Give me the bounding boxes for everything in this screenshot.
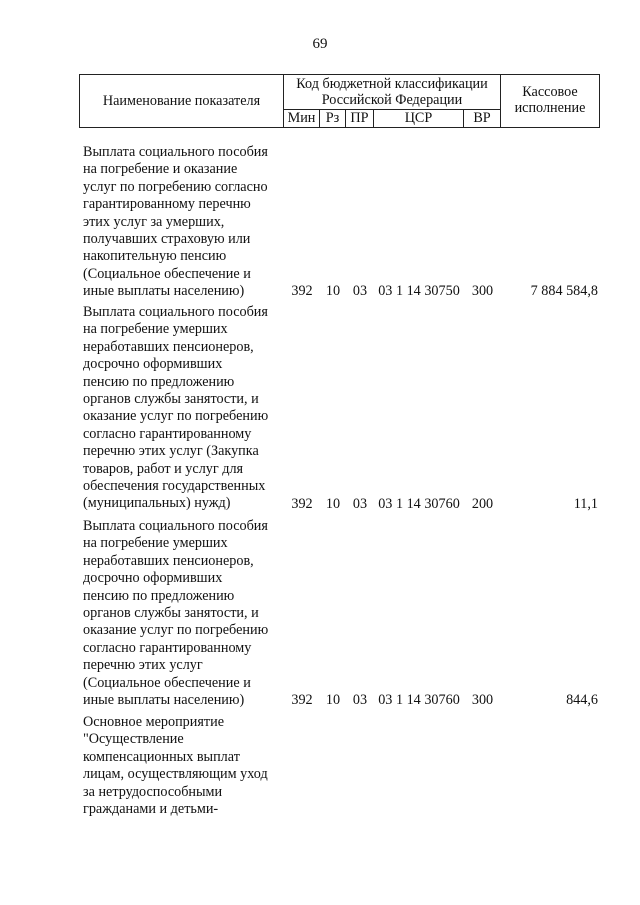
- row-name: [83, 714, 283, 818]
- row-name-line: органов службы занятости, и: [83, 605, 259, 622]
- row-name-line: оказание услуг по погребению: [83, 622, 269, 639]
- row-name-line: за нетрудоспособными: [83, 783, 223, 800]
- row-name-line: этих услуг за умерших,: [83, 213, 225, 230]
- header-code-line-1: Код бюджетной классификации: [296, 76, 488, 92]
- cell-csr: 03 1 14 30760: [378, 692, 460, 708]
- row-name-line: (Социальное обеспечение и: [83, 265, 251, 282]
- row-name: [83, 144, 283, 301]
- cell-amount: 11,1: [573, 496, 598, 512]
- header-min: Мин: [284, 110, 320, 127]
- row-name-line: (муниципальных) нужд): [83, 495, 231, 512]
- cell-min: 392: [291, 496, 313, 512]
- row-name-line: лицам, осуществляющим уход: [83, 766, 268, 783]
- header-code-group: [284, 75, 501, 110]
- cell-rz: 10: [325, 283, 341, 299]
- header-name: Наименование показателя: [80, 75, 284, 127]
- cell-rz: 10: [325, 496, 341, 512]
- header-rz: Рз: [320, 110, 346, 127]
- row-name-line: на погребение и оказание: [83, 161, 238, 178]
- table-header: [79, 74, 600, 128]
- row-name-line: пенсию по предложению: [83, 373, 235, 390]
- header-execution-line-2: исполнение: [514, 100, 586, 116]
- row-name-line: досрочно оформивших: [83, 356, 223, 373]
- row-name-line: неработавших пенсионеров,: [83, 338, 254, 355]
- cell-min: 392: [291, 692, 313, 708]
- row-name-line: Выплата социального пособия: [83, 144, 268, 160]
- cell-amount: 7 884 584,8: [530, 283, 598, 299]
- row-name: [83, 518, 283, 709]
- cell-amount: 844,6: [566, 692, 598, 708]
- header-pr: ПР: [346, 110, 374, 127]
- header-execution-line-1: Кассовое: [522, 84, 578, 100]
- cell-pr: 03: [352, 283, 368, 299]
- header-csr: ЦСР: [374, 110, 464, 127]
- header-execution: [501, 75, 599, 127]
- row-name-line: на погребение умерших: [83, 535, 228, 552]
- cell-pr: 03: [352, 692, 368, 708]
- row-name-line: пенсию по предложению: [83, 587, 235, 604]
- row-name-line: перечню этих услуг: [83, 657, 203, 674]
- row-name-line: согласно гарантированному: [83, 639, 252, 656]
- row-name-line: накопительную пенсию: [83, 248, 227, 265]
- cell-min: 392: [291, 283, 313, 299]
- row-name-line: на погребение умерших: [83, 321, 228, 338]
- row-name-line: органов службы занятости, и: [83, 391, 259, 408]
- row-name-line: обеспечения государственных: [83, 478, 266, 495]
- row-name-line: гарантированному перечню: [83, 196, 251, 213]
- row-name-line: компенсационных выплат: [83, 748, 240, 765]
- row-name-line: Основное мероприятие: [83, 714, 224, 730]
- header-vr: ВР: [464, 110, 501, 127]
- cell-vr: 300: [471, 692, 494, 708]
- row-name-line: оказание услуг по погребению: [83, 408, 269, 425]
- row-name-line: неработавших пенсионеров,: [83, 552, 254, 569]
- cell-pr: 03: [352, 496, 368, 512]
- row-name-line: досрочно оформивших: [83, 570, 223, 587]
- row-name-line: (Социальное обеспечение и: [83, 674, 251, 691]
- row-name-line: гражданами и детьми-: [83, 801, 219, 818]
- cell-vr: 200: [471, 496, 494, 512]
- row-name-line: услуг по погребению согласно: [83, 178, 268, 195]
- cell-rz: 10: [325, 692, 341, 708]
- header-code-line-2: Российской Федерации: [321, 92, 463, 108]
- cell-csr: 03 1 14 30760: [378, 496, 460, 512]
- row-name-line: иные выплаты населению): [83, 692, 245, 709]
- row-name-line: "Осуществление: [83, 731, 184, 748]
- row-name-line: получавших страховую или: [83, 231, 251, 248]
- row-name: [83, 304, 283, 513]
- cell-csr: 03 1 14 30750: [378, 283, 460, 299]
- row-name-line: товаров, работ и услуг для: [83, 460, 244, 477]
- row-name-line: Выплата социального пособия: [83, 518, 268, 534]
- row-name-line: Выплата социального пособия: [83, 304, 268, 320]
- row-name-line: иные выплаты населению): [83, 283, 245, 300]
- row-name-line: перечню этих услуг (Закупка: [83, 443, 259, 460]
- cell-vr: 300: [471, 283, 494, 299]
- row-name-line: согласно гарантированному: [83, 425, 252, 442]
- page-number: 69: [312, 36, 328, 52]
